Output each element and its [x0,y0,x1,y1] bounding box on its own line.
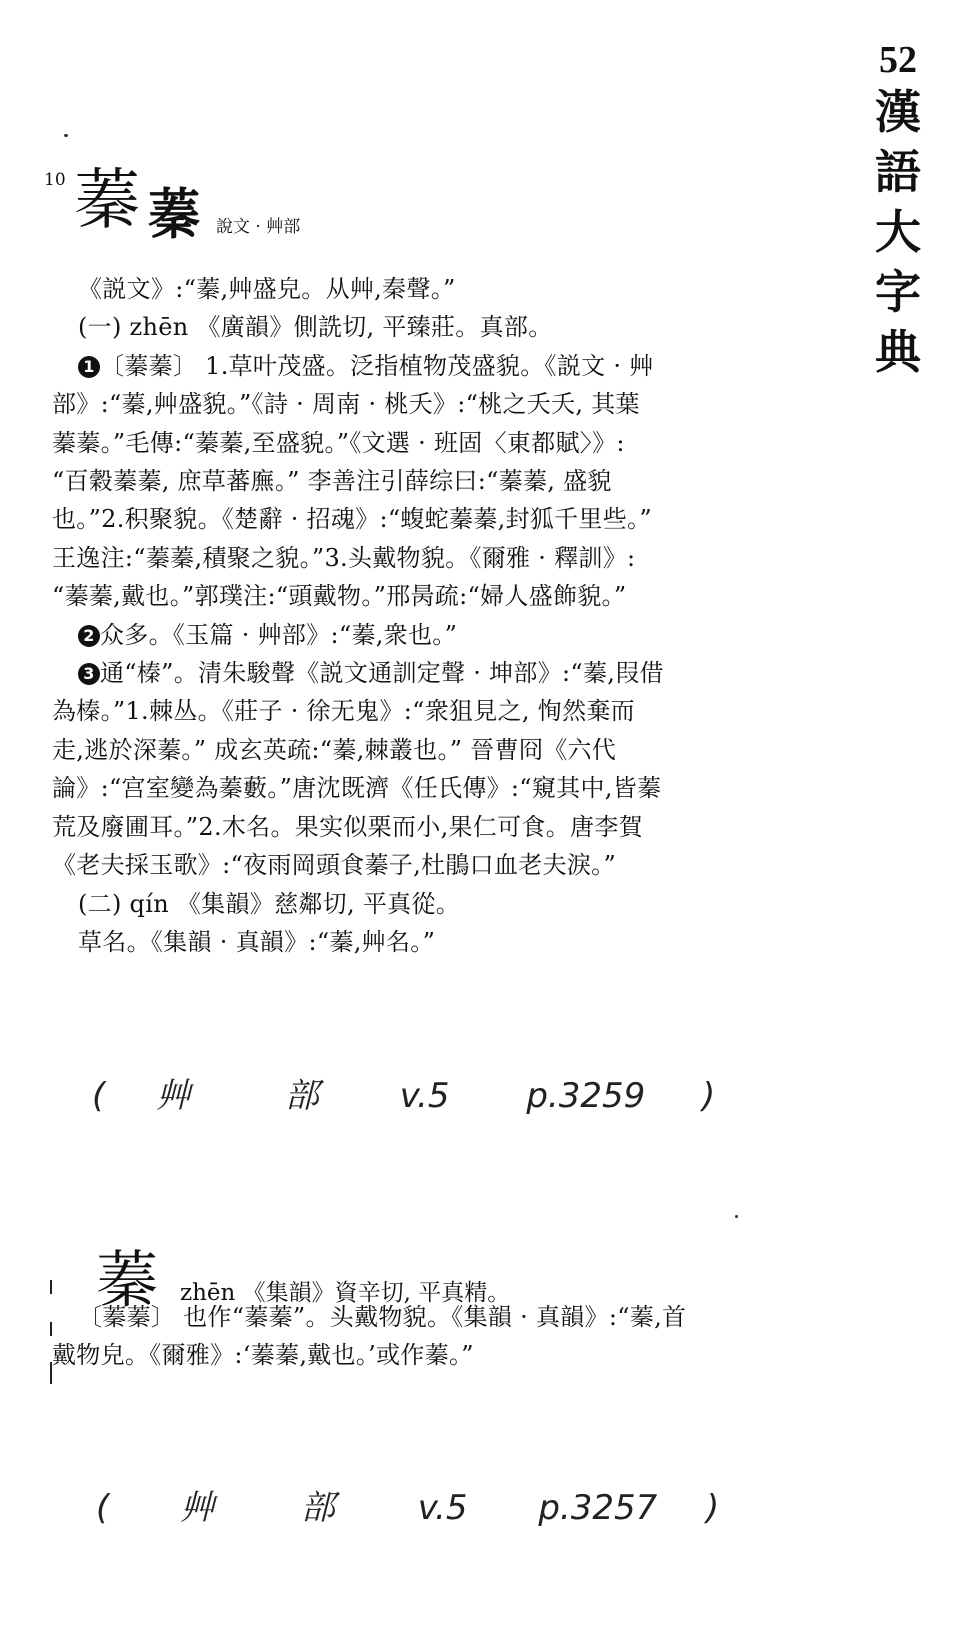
sense-line: 王逸注:“蓁蓁,積聚之貌。”3.头戴物貌。《爾雅 · 釋訓》: [52,543,636,572]
sense-line: 3 通“榛”。清朱駿聲《説文通訓定聲 · 坤部》:“蓁,叚借 [52,654,827,692]
entry-body [52,1298,827,1375]
title-char: 漢 [875,85,921,139]
note-bu: 部 [284,1076,319,1116]
scan-speck [735,1215,738,1218]
shuowen-quote: 《説文》:“蓁,艸盛皃。从艸,秦聲。” [78,275,456,303]
handwritten-note: ( 艸 部 v.5 p.3257 ) [96,1480,719,1529]
sense-line: “蓁蓁,戴也。”郭璞注:“頭戴物。”邢昺疏:“婦人盛飾貌。” [52,582,627,611]
sense-marker-2: 2 [78,625,100,647]
title-char: 語 [875,145,921,199]
entry-body [52,270,827,961]
sense-line: 部》:“蓁,艸盛貌。”《詩 · 周南 · 桃夭》:“桃之夭夭, 其葉 [52,390,640,419]
sense-line: 論》:“宫室變為蓁藪。”唐沈既濟《任氏傳》:“窺其中,皆蓁 [52,774,662,803]
note-volume: v.5 [399,1076,450,1116]
reading-line: zhēn 《集韻》資辛切, 平真精。 [180,1280,511,1306]
note-page: p.3257 [538,1488,658,1528]
note-radical: 艸 [156,1076,191,1116]
note-page: p.3259 [526,1076,646,1116]
sense-line: 走,逃於深蓁。” 成玄英疏:“蓁,棘叢也。” 晉曹冏《六代 [52,735,617,764]
head-character: 蓁 [96,1243,159,1316]
margin-mark [50,1280,52,1294]
note-volume: v.5 [417,1488,468,1528]
sense-line: 〔蓁蓁〕 也作“蓁蓁”。头戴物貌。《集韻 · 真韻》:“蓁,首 [78,1303,687,1331]
title-char: 典 [875,325,921,379]
stroke-count: 10 [44,170,66,190]
sense-line: “百穀蓁蓁, 庶草蕃廡。” 李善注引薛综曰:“蓁蓁, 盛貌 [52,467,612,496]
sense-line: 1 〔蓁蓁〕 1.草叶茂盛。泛指植物茂盛貌。《説文 · 艸 [52,347,827,385]
note-radical: 艸 [180,1488,215,1528]
sense-line: 2 众多。《玉篇 · 艸部》:“蓁,衆也。” [52,616,827,654]
sense-line: 荒及廢圃耳。”2.木名。果实似栗而小,果仁可食。唐李賀 [52,812,643,841]
sense-marker-1: 1 [78,356,100,378]
note-bu: 部 [300,1488,335,1528]
sense-line: 《老夫採玉歌》:“夜雨岡頭食蓁子,杜鵑口血老夫淚。” [52,851,617,880]
reading-line: (二) qín 《集韻》慈鄰切, 平真從。 [78,889,461,918]
dictionary-title [858,82,938,382]
sense-line: 蓁蓁。”毛傳:“蓁蓁,至盛貌。”《文選 · 班固〈東都賦〉》: [52,428,625,457]
sense-line: 草名。《集韻 · 真韻》:“蓁,艸名。” [78,927,436,956]
page-number: 52 [879,39,917,81]
seal-script-character: 蓁 [148,182,201,247]
title-char: 字 [875,265,921,319]
sense-line: 為榛。”1.棘丛。《莊子 · 徐无鬼》:“衆狙見之, 恂然棄而 [52,697,635,726]
sense-marker-3: 3 [78,663,100,685]
title-char: 大 [875,205,921,259]
sense-line: 戴物皃。《爾雅》:‘蓁蓁,戴也。’或作蓁。” [52,1341,474,1370]
sense-line: 也。”2.积聚貌。《楚辭 · 招魂》:“蝮蛇蓁蓁,封狐千里些。” [52,505,652,534]
reading-line: (一) zhēn 《廣韻》側詵切, 平臻莊。真部。 [78,313,553,342]
handwritten-note: ( 艸 部 v.5 p.3259 ) [92,1068,715,1117]
dictionary-side-label [858,38,938,382]
seal-source: 說文 · 艸部 [216,217,301,237]
scan-speck [64,134,68,137]
head-character: 蓁 [74,161,140,238]
